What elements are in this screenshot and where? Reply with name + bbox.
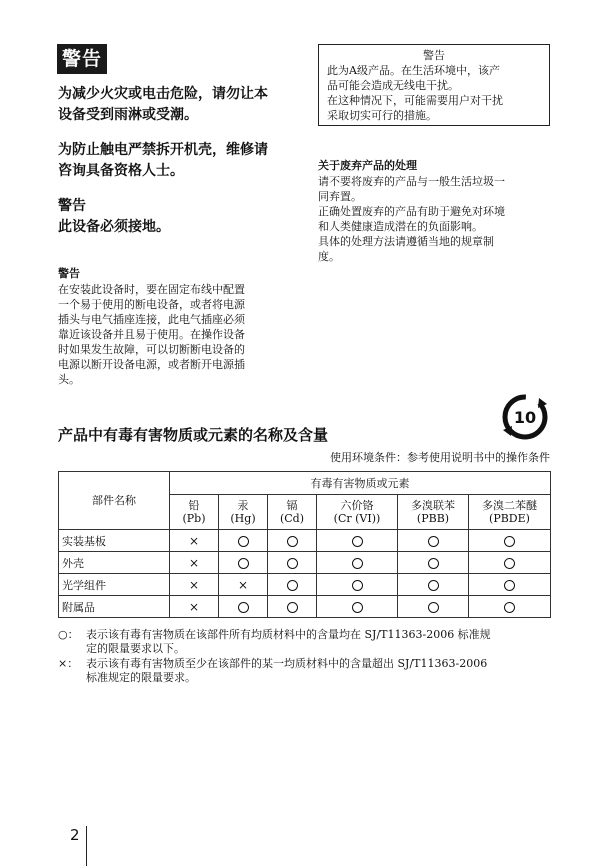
legend-cross-symbol: ×：: [58, 657, 79, 670]
install-warning-line: 插头与电气插座连接，此电气插座必须: [58, 313, 245, 326]
substance-group-header: 有毒有害物质或元素: [170, 472, 551, 495]
cross-icon: ×: [188, 533, 200, 548]
below-limit-circle-icon: [317, 530, 398, 552]
install-warning-line: 在安装此设备时，要在固定布线中配置: [58, 283, 245, 296]
install-warning-line: 一个易于使用的断电设备，或者将电源: [58, 298, 245, 311]
grounding-warning-title: 警告: [58, 198, 86, 214]
below-limit-circle-icon: [398, 574, 469, 596]
column-name: 镉: [286, 499, 298, 512]
column-header: [268, 495, 317, 530]
page-number-rule: [86, 826, 87, 866]
column-header: [398, 495, 469, 530]
below-limit-circle-icon: [317, 574, 398, 596]
cross-icon: ×: [188, 555, 200, 570]
grounding-warning: [58, 196, 298, 238]
below-limit-circle-icon: [469, 552, 551, 574]
circle-icon: [238, 558, 249, 569]
table-row: [59, 552, 551, 574]
circle-icon: [352, 536, 363, 547]
circle-icon: [428, 602, 439, 613]
grounding-warning-text: 此设备必须接地。: [58, 219, 170, 235]
below-limit-circle-icon: [268, 596, 317, 618]
circle-icon: [287, 558, 298, 569]
legend-circle: [58, 628, 551, 656]
circle-icon: [238, 536, 249, 547]
exceeds-limit-cross-icon: [170, 574, 219, 596]
below-limit-circle-icon: [219, 596, 268, 618]
table-row: [59, 574, 551, 596]
class-a-warning-title: 警告: [423, 49, 445, 62]
fire-shock-warning-line: 为减少火灾或电击危险，请勿让本: [58, 86, 268, 102]
circle-icon: [352, 558, 363, 569]
column-header: [317, 495, 398, 530]
exceeds-limit-cross-icon: [170, 530, 219, 552]
circle-icon: [504, 536, 515, 547]
below-limit-circle-icon: [469, 596, 551, 618]
environment-condition-note: 使用环境条件：参考使用说明书中的操作条件: [330, 451, 550, 464]
class-a-warning-line: 在这种情况下，可能需要用户对干扰: [327, 94, 503, 107]
below-limit-circle-icon: [268, 574, 317, 596]
column-header: [469, 495, 551, 530]
part-name-cell: 附属品: [59, 596, 170, 618]
class-a-warning-line: 品可能会造成无线电干扰。: [327, 79, 459, 92]
class-a-warning-box: [318, 44, 550, 126]
legend-cross-line: 表示该有毒有害物质至少在该部件的某一均质材料中的含量超出 SJ/T11363-2006: [86, 657, 488, 670]
circle-icon: [287, 602, 298, 613]
column-name: 多溴二苯醚: [482, 499, 537, 512]
cross-icon: ×: [188, 599, 200, 614]
column-header: [170, 495, 219, 530]
below-limit-circle-icon: [268, 552, 317, 574]
install-warning-line: 时如果发生故障，可以切断断电设备的: [58, 343, 245, 356]
part-name-cell: 实装基板: [59, 530, 170, 552]
fire-shock-warning: [58, 84, 298, 126]
legend-circle-line: 定的限量要求以下。: [86, 642, 185, 655]
disposal-text: [318, 174, 553, 264]
circle-icon: [504, 602, 515, 613]
table-body: [59, 530, 551, 618]
column-symbol: (Hg): [230, 512, 256, 525]
part-name-cell: 外壳: [59, 552, 170, 574]
circle-icon: [428, 558, 439, 569]
part-name-header: 部件名称: [59, 472, 170, 530]
table-header-row: [59, 472, 551, 495]
column-symbol: (PBDE): [489, 512, 530, 525]
legend-circle-symbol: ○：: [58, 628, 79, 641]
column-name: 多溴联苯: [411, 499, 455, 512]
exceeds-limit-cross-icon: [170, 596, 219, 618]
below-limit-circle-icon: [398, 530, 469, 552]
legend-cross: [58, 657, 551, 685]
circle-icon: [504, 558, 515, 569]
below-limit-circle-icon: [219, 530, 268, 552]
legend-circle-line: 表示该有毒有害物质在该部件所有均质材料中的含量均在 SJ/T11363-2006 标准规: [86, 628, 491, 641]
warning-badge: 警告: [57, 44, 107, 74]
install-warning-title: 警告: [58, 267, 80, 280]
case-open-warning-line: 咨询具备资格人士。: [58, 163, 184, 179]
class-a-warning-line: 采取切实可行的措施。: [327, 109, 437, 122]
install-warning-line: 电源以断开设备电源，或者断开电源插: [58, 358, 245, 371]
class-a-warning-line: 此为A级产品。在生活环境中，该产: [327, 64, 500, 77]
hazardous-substances-title: 产品中有毒有害物质或元素的名称及含量: [58, 426, 329, 444]
legend-circle-text: [86, 628, 551, 656]
below-limit-circle-icon: [469, 574, 551, 596]
efup-10-logo: [500, 392, 550, 442]
install-warning-text: [58, 282, 298, 387]
hazardous-substances-table: [58, 471, 551, 618]
fire-shock-warning-line: 设备受到雨淋或受潮。: [58, 107, 198, 123]
circle-icon: [287, 580, 298, 591]
exceeds-limit-cross-icon: [170, 552, 219, 574]
cross-icon: ×: [188, 577, 200, 592]
below-limit-circle-icon: [219, 552, 268, 574]
case-open-warning: [58, 140, 298, 182]
column-name: 铅: [188, 499, 200, 512]
circle-icon: [428, 536, 439, 547]
column-symbol: (Cr (VI)): [333, 512, 381, 525]
disposal-line: 正确处置废弃的产品有助于避免对环境: [318, 205, 505, 218]
disposal-line: 和人类健康造成潜在的负面影响。: [318, 220, 483, 233]
circle-icon: [238, 602, 249, 613]
below-limit-circle-icon: [317, 552, 398, 574]
efup-10-number: 10: [513, 408, 537, 427]
circle-icon: [504, 580, 515, 591]
part-name-cell: 光学组件: [59, 574, 170, 596]
column-symbol: (Pb): [182, 512, 206, 525]
disposal-line: 度。: [318, 250, 340, 263]
circle-icon: [428, 580, 439, 591]
disposal-line: 请不要将废弃的产品与一般生活垃圾一: [318, 175, 505, 188]
page-number: 2: [70, 826, 80, 844]
cross-icon: ×: [237, 577, 249, 592]
install-warning-line: 靠近该设备并且易于使用。在操作设备: [58, 328, 245, 341]
circle-icon: [352, 602, 363, 613]
column-symbol: (PBB): [416, 512, 450, 525]
disposal-line: 具体的处理方法请遵循当地的规章制: [318, 235, 494, 248]
legend-cross-text: [86, 657, 551, 685]
below-limit-circle-icon: [268, 530, 317, 552]
below-limit-circle-icon: [398, 596, 469, 618]
case-open-warning-line: 为防止触电严禁拆开机壳，维修请: [58, 142, 268, 158]
below-limit-circle-icon: [469, 530, 551, 552]
column-name: 六价铬: [340, 499, 374, 512]
table-row: [59, 530, 551, 552]
column-header: [219, 495, 268, 530]
column-symbol: (Cd): [279, 512, 305, 525]
below-limit-circle-icon: [317, 596, 398, 618]
circle-icon: [352, 580, 363, 591]
below-limit-circle-icon: [398, 552, 469, 574]
column-name: 汞: [237, 499, 249, 512]
legend-cross-line: 标准规定的限量要求。: [86, 671, 196, 684]
disposal-title: 关于废弃产品的处理: [318, 159, 417, 172]
install-warning-line: 头。: [58, 373, 80, 386]
circle-icon: [287, 536, 298, 547]
table-row: [59, 596, 551, 618]
disposal-line: 同弃置。: [318, 190, 362, 203]
exceeds-limit-cross-icon: [219, 574, 268, 596]
